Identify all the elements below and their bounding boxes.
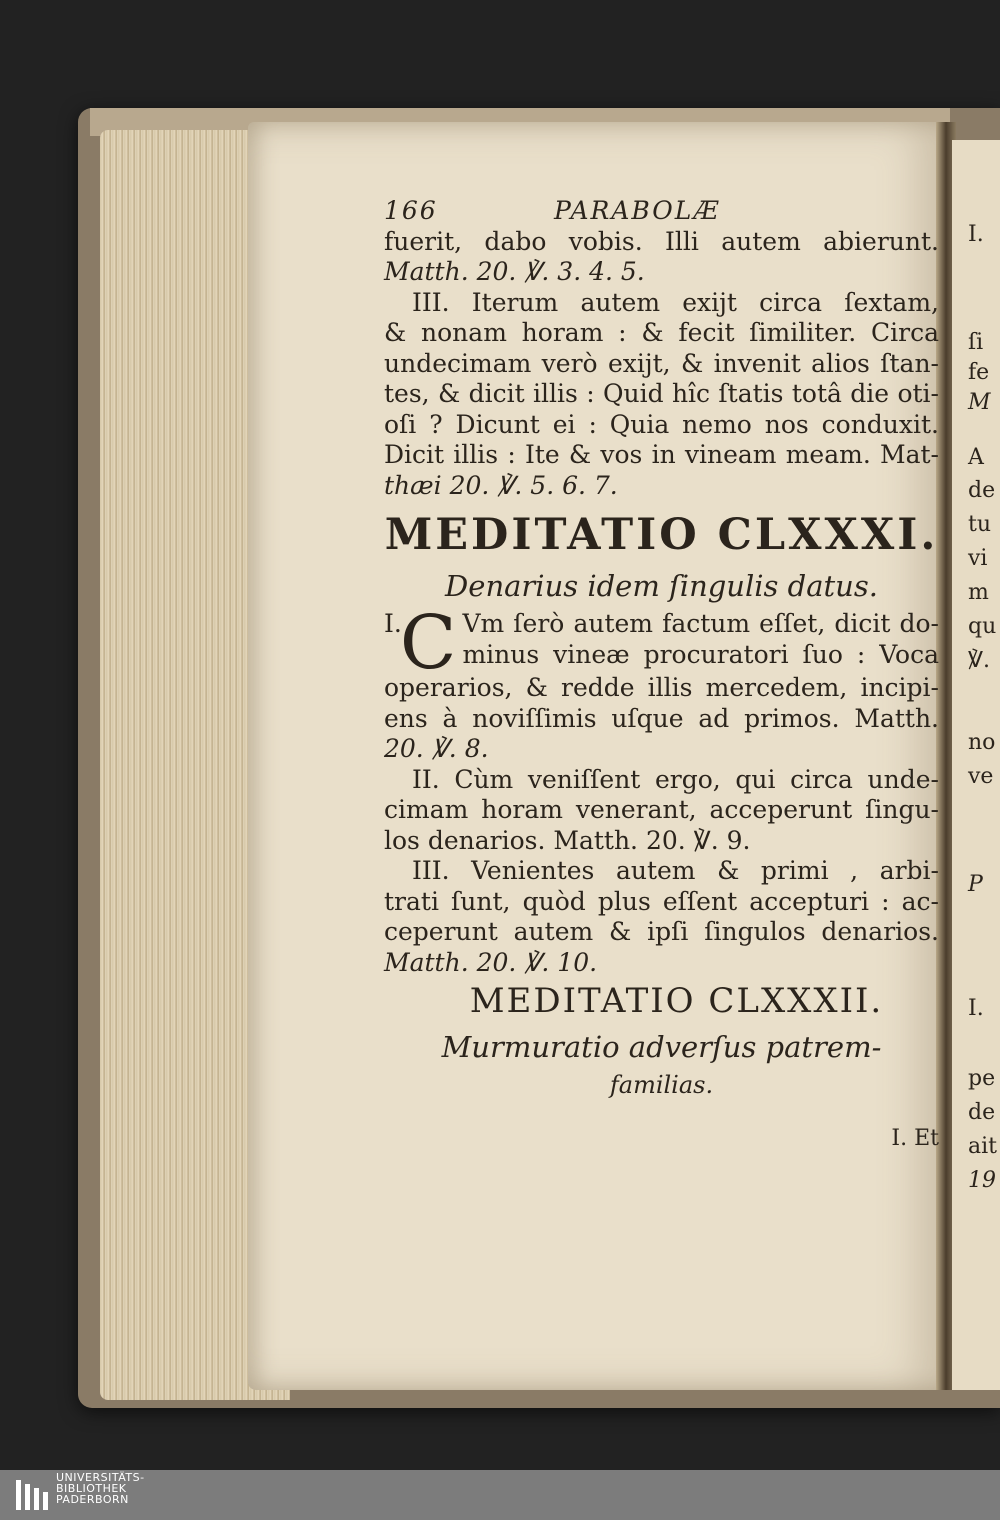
library-logo-icon bbox=[14, 1478, 50, 1512]
library-name-line: UNIVERSITÄTS- bbox=[56, 1471, 145, 1484]
text-line: ens à noviſſimis uſque ad primos. Matth. bbox=[384, 703, 939, 733]
text-line: III. Iterum autem exijt circa ſextam, bbox=[412, 287, 939, 317]
library-name-line: BIBLIOTHEK bbox=[56, 1482, 127, 1495]
fragment: de bbox=[968, 1100, 996, 1125]
text-line: operarios, & redde illis mercedem, incipi- bbox=[384, 673, 939, 702]
fragment: m bbox=[968, 580, 989, 605]
text-line: trati ſunt, quòd plus eſſent accepturi : ac- bbox=[384, 886, 939, 916]
catchword: I. Et bbox=[891, 1126, 939, 1151]
fragment: M bbox=[968, 390, 991, 415]
text-line: Vm ſerò autem factum eſſet, dicit do- bbox=[462, 609, 939, 638]
text-line: tes, & dicit illis : Quid hîc ſtatis totâ die oti- bbox=[384, 379, 939, 408]
fragment: pe bbox=[968, 1066, 996, 1091]
fragment: tu bbox=[968, 512, 992, 537]
library-footer bbox=[0, 1470, 1000, 1520]
text-line: thæi 20. ℣. 5. 6. 7. bbox=[384, 470, 618, 500]
text-line: III. Venientes autem & primi , arbi- bbox=[412, 856, 939, 885]
text-line: & nonam horam : & fecit ſimiliter. Circa bbox=[384, 318, 939, 347]
fragment: vi bbox=[968, 546, 988, 571]
paragraph-2 bbox=[384, 765, 939, 857]
fragment: I. bbox=[968, 996, 984, 1021]
library-name-line: PADERBORN bbox=[56, 1493, 129, 1506]
fragment: qu bbox=[968, 614, 997, 639]
fragment: P bbox=[968, 872, 983, 897]
fragment: ve bbox=[968, 764, 994, 789]
drop-cap: C bbox=[399, 600, 457, 686]
text-line: 20. ℣. 8. bbox=[384, 734, 489, 763]
text-line: cimam horam venerant, acceperunt ſingu- bbox=[384, 795, 939, 824]
running-head: PARABOLÆ bbox=[553, 196, 721, 225]
fragment: ait bbox=[968, 1134, 997, 1159]
fragment: ℣. bbox=[968, 648, 991, 673]
fragment: 19 bbox=[968, 1168, 996, 1193]
text-line: Matth. 20. ℣. 3. 4. 5. bbox=[384, 257, 645, 286]
text-line: fuerit, dabo vobis. Illi autem abierunt. bbox=[384, 226, 939, 256]
text-line: minus vineæ procuratori ſuo : Voca bbox=[462, 639, 939, 669]
meditation-title: MEDITATIO CLXXXII. bbox=[469, 981, 884, 1021]
meditation-subtitle: familias. bbox=[609, 1071, 714, 1099]
fragment: A bbox=[968, 445, 984, 470]
paragraph-3 bbox=[384, 856, 939, 978]
fragment: de bbox=[968, 478, 996, 503]
text-line: undecimam verò exijt, & invenit alios ſtan- bbox=[384, 348, 939, 378]
page-text bbox=[384, 196, 939, 1155]
meditation-subtitle: Denarius idem ſingulis datus. bbox=[445, 569, 878, 603]
meditation-title: MEDITATIO CLXXXI. bbox=[384, 510, 939, 560]
fragment: I. bbox=[968, 222, 984, 247]
paragraph-1 bbox=[384, 600, 939, 765]
meditation-subtitle: Murmuratio adverſus patrem- bbox=[441, 1030, 882, 1064]
page-number: 166 bbox=[384, 196, 438, 225]
text-line: Dicit illis : Ite & vos in vineam meam. Mat- bbox=[384, 440, 939, 469]
library-name bbox=[56, 1472, 145, 1505]
text-line: ceperunt autem & ipſi ſingulos denarios. bbox=[384, 917, 939, 946]
fragment: ſi bbox=[968, 330, 984, 355]
text-line: II. Cùm veniſſent ergo, qui circa unde- bbox=[412, 764, 939, 794]
fragment: fe bbox=[968, 360, 990, 385]
text-line: Matth. 20. ℣. 10. bbox=[384, 947, 598, 977]
text-line: los denarios. Matth. 20. ℣. 9. bbox=[384, 825, 751, 855]
running-header bbox=[384, 196, 939, 227]
paragraph-number: I. bbox=[384, 609, 402, 638]
text-line: oſi ? Dicunt ei : Quia nemo nos conduxit. bbox=[384, 409, 939, 439]
fragment: no bbox=[968, 730, 996, 755]
